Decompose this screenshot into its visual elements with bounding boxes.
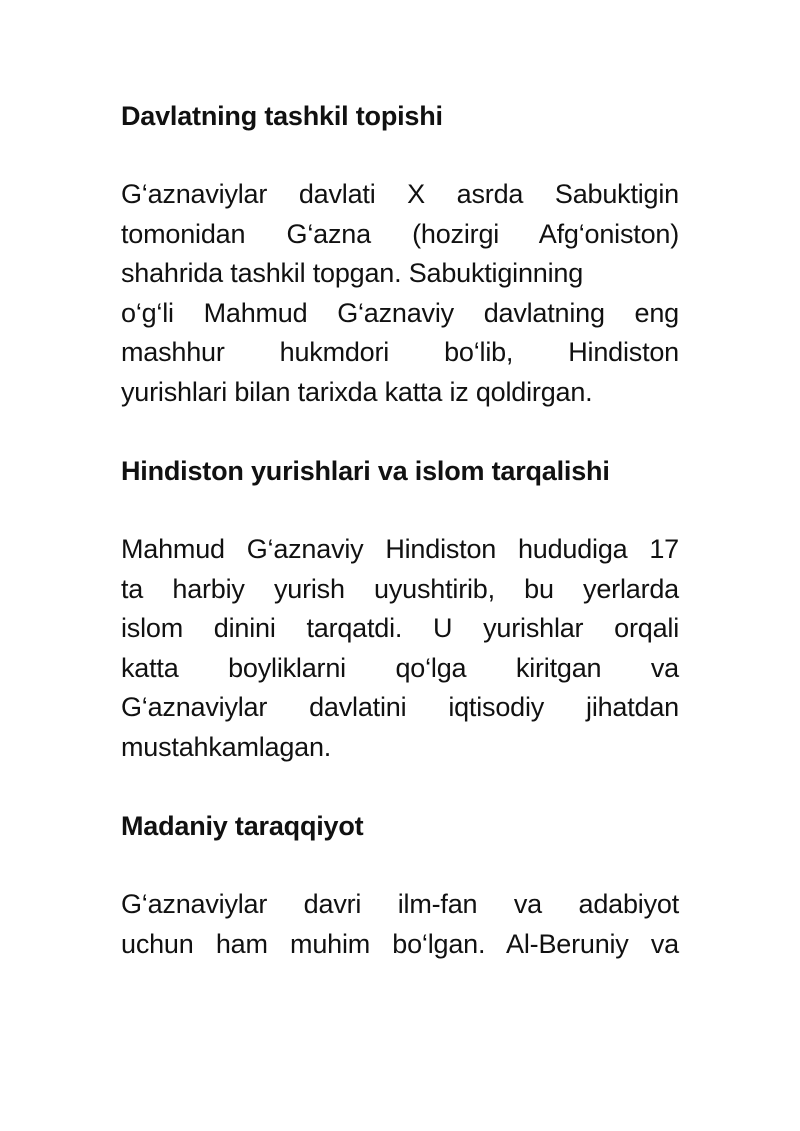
paragraph-line: shahrida tashkil topgan. Sabuktiginning xyxy=(121,258,584,288)
spacer xyxy=(121,412,679,451)
spacer xyxy=(121,491,679,530)
section-paragraph-2 xyxy=(121,530,679,767)
paragraph-line: ta harbiy yurish uyushtirib, bu yerlarda xyxy=(121,573,679,604)
paragraph-line: uchun ham muhim bo‘lgan. Al-Beruniy va xyxy=(121,928,679,959)
paragraph-line: o‘g‘li Mahmud G‘aznaviy davlatning eng xyxy=(121,297,679,328)
paragraph-line: G‘aznaviylar davlatini iqtisodiy jihatdan xyxy=(121,692,679,722)
paragraph-line: mashhur hukmdori bo‘lib, Hindiston xyxy=(121,337,679,367)
section-paragraph-3 xyxy=(121,885,679,964)
document-body xyxy=(121,96,679,964)
section-heading-3: Madaniy taraqqiyot xyxy=(121,811,364,841)
paragraph-line: tomonidan G‘azna (hozirgi Afg‘oniston) xyxy=(121,218,679,249)
section-heading-2: Hindiston yurishlari va islom tarqalishi xyxy=(121,456,610,486)
spacer xyxy=(121,136,679,175)
spacer xyxy=(121,846,679,885)
paragraph-line: yurishlari bilan tarixda katta iz qoldirgan. xyxy=(121,376,593,407)
section-paragraph-1 xyxy=(121,175,679,412)
paragraph-line: G‘aznaviylar davlati X asrda Sabuktigin xyxy=(121,179,679,209)
paragraph-line: islom dinini tarqatdi. U yurishlar orqali xyxy=(121,613,679,643)
paragraph-line: Mahmud G‘aznaviy Hindiston hududiga 17 xyxy=(121,534,679,564)
spacer xyxy=(121,767,679,806)
section-heading-1: Davlatning tashkil topishi xyxy=(121,101,443,131)
paragraph-line: G‘aznaviylar davri ilm-fan va adabiyot xyxy=(121,889,679,919)
paragraph-line: katta boyliklarni qo‘lga kiritgan va xyxy=(121,652,679,683)
paragraph-line: mustahkamlagan. xyxy=(121,731,332,762)
